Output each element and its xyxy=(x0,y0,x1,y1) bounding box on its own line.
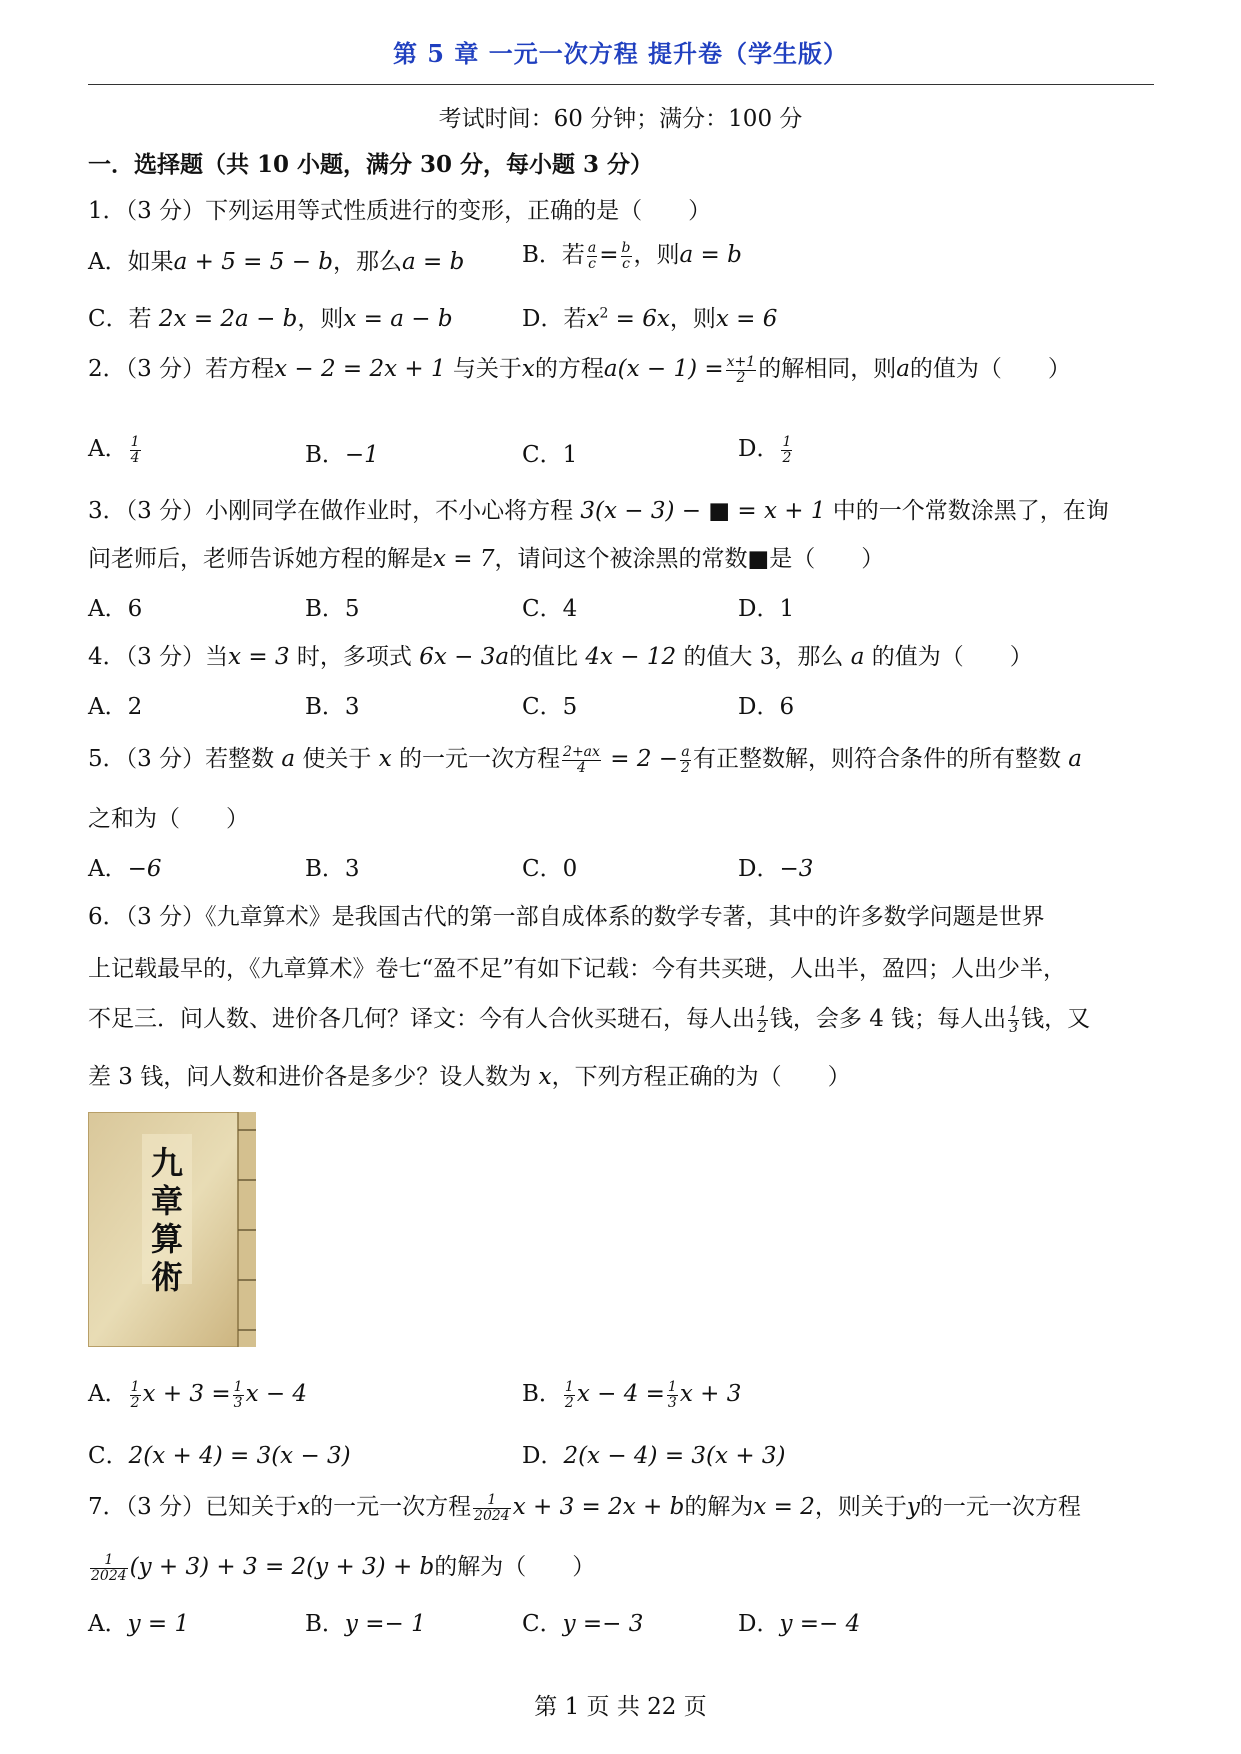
question-2-option-a: A． $\frac{1}{4}$ xyxy=(88,433,140,466)
question-1-option-d: D．若$x^2 = 6x$，则x = 6 xyxy=(522,305,778,332)
question-3-option-a: A．6 xyxy=(88,596,143,622)
question-4-stem: 4．（3 分）当x = 3 时，多项式 6x − 3a的值比 4x − 12 的值大 3，那么 a 的值为（ ） xyxy=(88,644,1033,670)
question-6-option-a: A． $\frac{1}{2}$ x + 3 = $\frac{1}{3}$ x − 4 xyxy=(88,1378,308,1411)
question-7-option-d: D．y =− 4 xyxy=(738,1611,861,1637)
question-5-option-c: C．0 xyxy=(522,856,578,882)
question-3-stem-line-1: 3．（3 分）小刚同学在做作业时，不小心将方程 3(x − 3) − ■ = x + 1 中的一个常数涂黑了，在询 xyxy=(88,498,1109,524)
page-number: 第 1 页 共 22 页 xyxy=(534,1694,707,1720)
title-divider xyxy=(88,84,1154,85)
question-6-stem-line-3: 不足三．问人数、进价各几何？译文：今有人合伙买琎石，每人出 $\frac{1}{2}$ 钱，会多 4 钱；每人出 $\frac{1}{3}$ 钱，又 xyxy=(88,1003,1091,1036)
question-2-option-d: D． $\frac{1}{2}$ xyxy=(738,433,792,466)
question-4-option-a: A．2 xyxy=(88,694,143,720)
question-4-option-d: D．6 xyxy=(738,694,795,720)
question-4-option-b: B．3 xyxy=(305,694,360,720)
question-6-option-b: B． $\frac{1}{2}$ x − 4 = $\frac{1}{3}$ x + 3 xyxy=(522,1378,742,1411)
question-3-option-d: D．1 xyxy=(738,596,795,622)
question-7-stem-line-2: $\frac{1}{2024}$ (y + 3) + 3 = 2(y + 3) + b的解为（ ） xyxy=(91,1551,596,1584)
question-7-option-b: B．y =− 1 xyxy=(305,1611,426,1637)
question-2-option-b: B．−1 xyxy=(305,442,379,468)
question-4-option-c: C．5 xyxy=(522,694,578,720)
exam-info: 考试时间：60 分钟；满分：100 分 xyxy=(438,106,803,132)
svg-text:算: 算 xyxy=(150,1220,184,1258)
question-6-option-d: D．2(x − 4) = 3(x + 3) xyxy=(522,1443,786,1469)
question-1-stem: 1．（3 分）下列运用等式性质进行的变形，正确的是（ ） xyxy=(88,198,712,224)
question-5-stem-line-1: 5．（3 分）若整数 a 使关于 x 的一元一次方程 $\frac{2+ax}{4}$ = 2 − $\frac{a}{2}$ 有正整数解，则符合条件的所有整数 a xyxy=(88,743,1082,776)
question-1-option-a: A．如果a + 5 = 5 − b，那么a = b xyxy=(88,249,465,275)
question-1-option-c: C．若 2x = 2a − b，则x = a − b xyxy=(88,306,453,332)
question-7-option-c: C．y =− 3 xyxy=(522,1611,644,1637)
question-3-option-b: B．5 xyxy=(305,596,360,622)
question-6-stem-line-2: 上记载最早的，《九章算术》卷七“盈不足”有如下记载：今有共买琎，人出半，盈四；人出少半， xyxy=(88,956,1067,982)
jiuzhang-suanshu-book-image xyxy=(88,1112,256,1347)
section-heading: 一．选择题（共 10 小题，满分 30 分，每小题 3 分） xyxy=(88,151,654,178)
question-6-stem-line-1: 6．（3 分）《九章算术》是我国古代的第一部自成体系的数学专著，其中的许多数学问题是世界 xyxy=(88,904,1045,930)
question-6-option-c: C．2(x + 4) = 3(x − 3) xyxy=(88,1443,351,1469)
svg-text:九: 九 xyxy=(150,1144,184,1182)
question-5-stem-line-2: 之和为（ ） xyxy=(88,806,249,832)
question-7-stem-line-1: 7．（3 分）已知关于x的一元一次方程 $\frac{1}{2024}$ x + 3 = 2x + b的解为x = 2，则关于y的一元一次方程 xyxy=(88,1491,1081,1524)
question-6-stem-line-4: 差 3 钱，问人数和进价各是多少？设人数为 x，下列方程正确的为（ ） xyxy=(88,1064,851,1090)
question-5-option-b: B．3 xyxy=(305,856,360,882)
question-5-option-d: D．−3 xyxy=(738,856,814,882)
question-1-option-b: B．若 $\frac{a}{c}$ = $\frac{b}{c}$ ，则a = b xyxy=(522,239,742,272)
question-2-stem: 2．（3 分）若方程x − 2 = 2x + 1 与关于x的方程a(x − 1) = $\frac{x+1}{2}$ 的解相同，则a的值为（ ） xyxy=(88,353,1071,386)
question-3-stem-line-2: 问老师后，老师告诉她方程的解是x = 7，请问这个被涂黑的常数■是（ ） xyxy=(88,546,885,572)
question-3-option-c: C．4 xyxy=(522,596,578,622)
svg-text:術: 術 xyxy=(150,1258,184,1296)
question-7-option-a: A．y = 1 xyxy=(88,1611,190,1637)
svg-text:章: 章 xyxy=(150,1182,184,1220)
question-5-option-a: A．−6 xyxy=(88,856,162,882)
document-title: 第 5 章 一元一次方程 提升卷（学生版） xyxy=(392,39,849,68)
question-2-option-c: C．1 xyxy=(522,442,578,468)
